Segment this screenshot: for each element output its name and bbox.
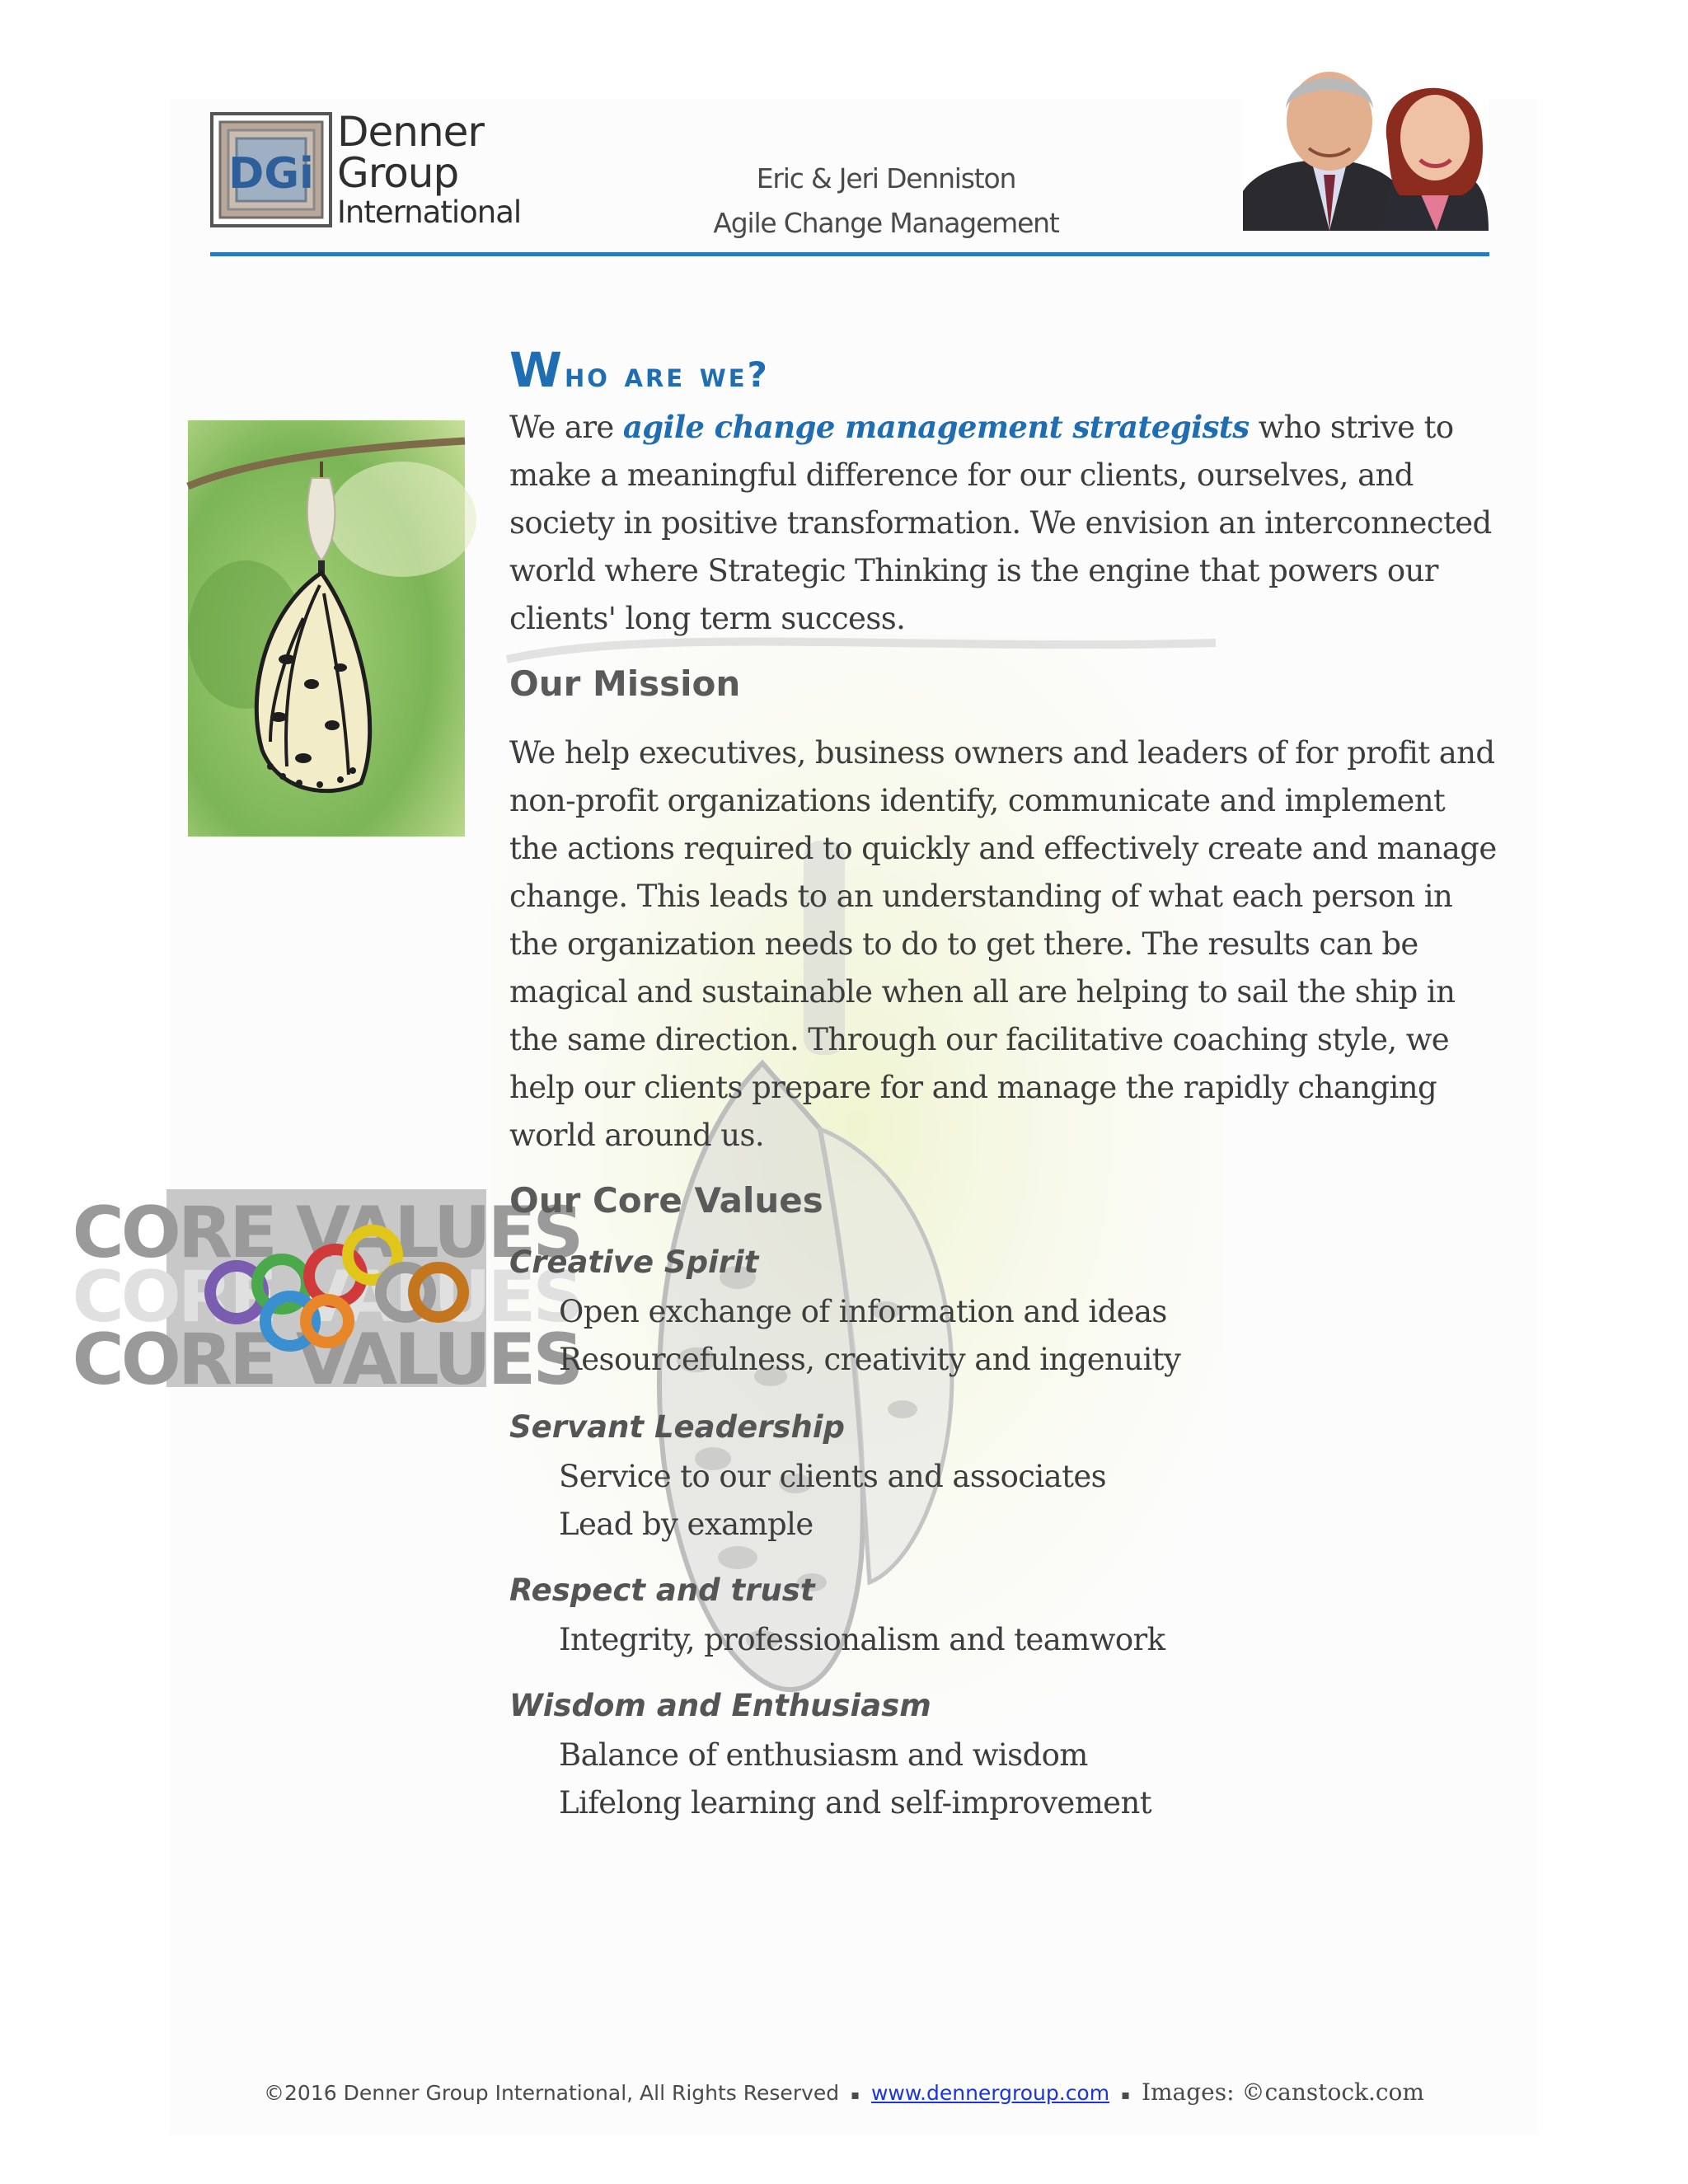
- footer-separator: ▪: [1121, 2086, 1130, 2102]
- svg-text:CORE VALUES: CORE VALUES: [72, 1319, 581, 1401]
- header-divider: [210, 252, 1489, 256]
- page-footer: [0, 2079, 1688, 2106]
- header-titles: [659, 157, 1113, 246]
- value-item: Integrity, professionalism and teamwork: [559, 1622, 1165, 1657]
- value-title: Servant Leadership: [509, 1409, 845, 1445]
- company-logo: [210, 110, 523, 229]
- butterfly-chrysalis-photo: [188, 420, 465, 837]
- value-item: Open exchange of information and ideas: [559, 1294, 1167, 1329]
- value-item: Service to our clients and associates: [559, 1459, 1107, 1494]
- logo-text-group: Group: [337, 149, 459, 197]
- images-credit: Images: ©canstock.com: [1141, 2079, 1424, 2106]
- svg-text:DGi: DGi: [228, 148, 314, 199]
- value-title: Wisdom and Enthusiasm: [509, 1688, 931, 1723]
- footer-separator: ▪: [851, 2086, 860, 2102]
- svg-text:CORE VALUES: CORE VALUES: [72, 1192, 581, 1274]
- value-item: Resourcefulness, creativity and ingenuity: [559, 1342, 1181, 1377]
- website-link[interactable]: www.dennergroup.com: [870, 2081, 1110, 2105]
- logo-text-international: International: [337, 194, 522, 230]
- svg-text:CORE VALUES: CORE VALUES: [72, 1256, 581, 1338]
- footer-copyright: ©2016 Denner Group International, All Rights Reserved: [264, 2081, 840, 2105]
- mission-heading: Our Mission: [509, 663, 741, 704]
- highlight-phrase: agile change management strategists: [622, 409, 1250, 445]
- core-values-image: [72, 1189, 581, 1401]
- value-item: Lifelong learning and self-improvement: [559, 1785, 1151, 1821]
- founders-photo: [1243, 51, 1489, 231]
- logo-text-denner: Denner: [337, 108, 484, 156]
- core-values-heading: Our Core Values: [509, 1180, 823, 1221]
- who-are-we-heading: Who are we?: [509, 342, 770, 398]
- value-title: Creative Spirit: [509, 1244, 759, 1280]
- header-tagline: Agile Change Management: [713, 207, 1059, 239]
- value-item: Lead by example: [559, 1507, 814, 1542]
- header-names: Eric & Jeri Denniston: [756, 162, 1016, 194]
- logo-mark-icon: [210, 112, 332, 227]
- value-title: Respect and trust: [509, 1572, 815, 1608]
- who-intro-paragraph: We are agile change management strategists who strive to make a meaningful difference for our clients, ourselves, and society in positive transformation. We envision an interconnected world where Strategic Thinking is the engine that powers our clients' long term success.: [509, 409, 1492, 636]
- mission-paragraph: We help executives, business owners and leaders of for profit and non-profit organizations identify, communicate and implement the actions required to quickly and effectively create and manage change. This leads to an understanding of what each person in the organization needs to do to get there. The results can be magical and sustainable when all are helping to sail the ship in the same direction. Through our facilitative coaching style, we help our clients prepare for and manage the rapidly changing world around us.: [509, 735, 1497, 1153]
- value-item: Balance of enthusiasm and wisdom: [559, 1737, 1088, 1773]
